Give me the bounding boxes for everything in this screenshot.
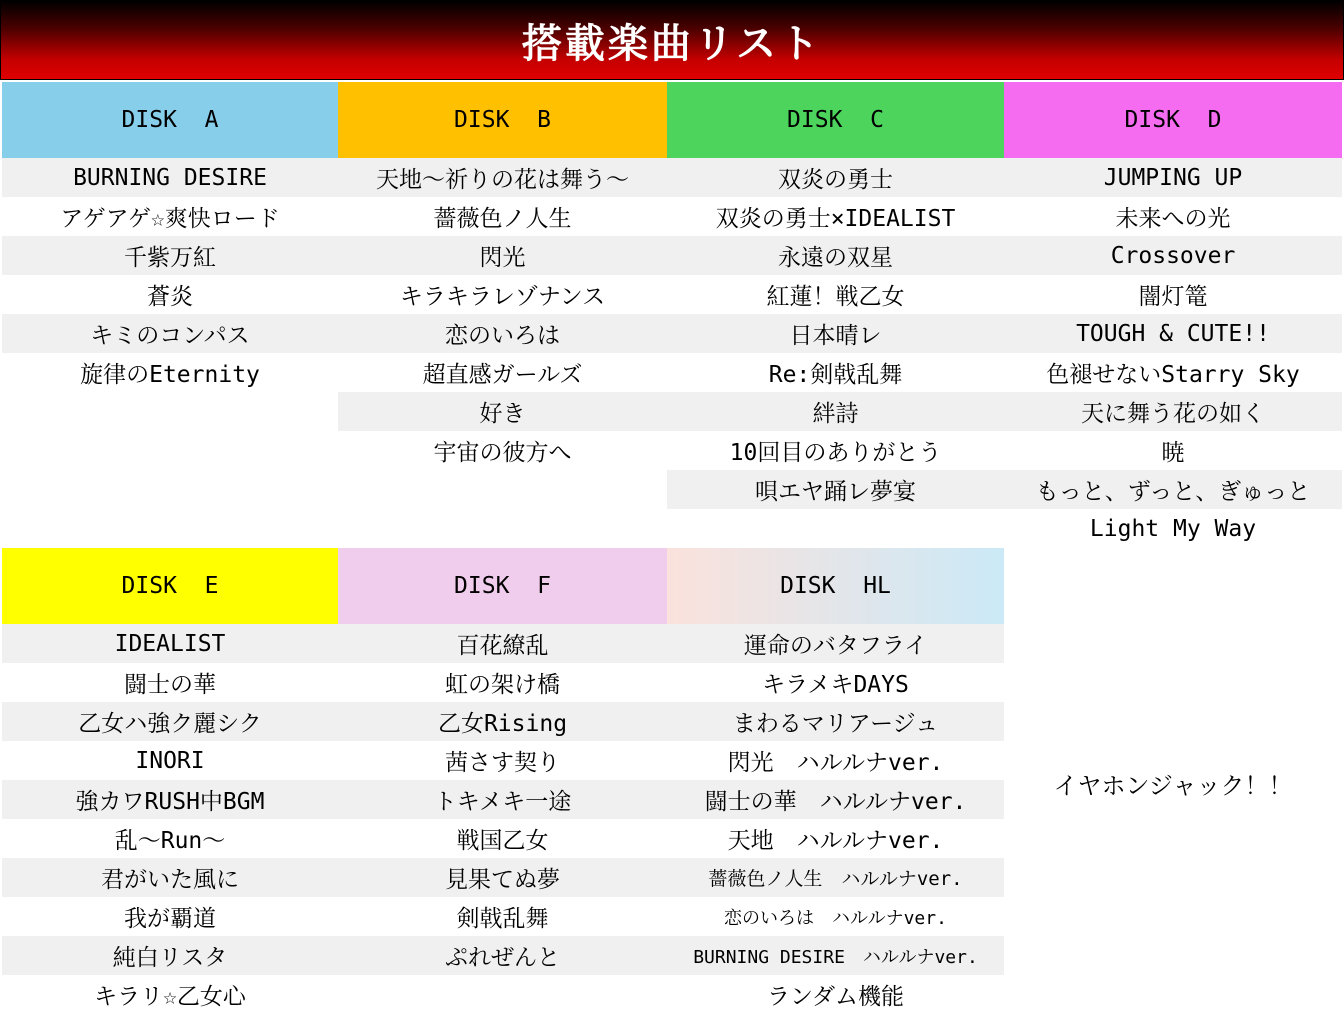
- song-row: アゲアゲ☆爽快ロード: [2, 197, 338, 236]
- song-row: 日本晴レ: [667, 314, 1004, 353]
- song-row: まわるマリアージュ: [667, 702, 1004, 741]
- disk-hl-header: DISK HL: [667, 548, 1004, 624]
- song-row: 永遠の双星: [667, 236, 1004, 275]
- song-row: 闘士の華 ハルルナver.: [667, 780, 1004, 819]
- song-row: キラリ☆乙女心: [2, 975, 338, 1014]
- song-row: Crossover: [1004, 236, 1342, 275]
- song-row: IDEALIST: [2, 624, 338, 663]
- song-row: 10回目のありがとう: [667, 431, 1004, 470]
- song-row: INORI: [2, 741, 338, 780]
- song-row: ランダム機能: [667, 975, 1004, 1014]
- song-row: 薔薇色ノ人生 ハルルナver.: [667, 858, 1004, 897]
- song-row: 超直感ガールズ: [338, 353, 667, 392]
- song-row: BURNING DESIRE ハルルナver.: [667, 936, 1004, 975]
- disk-d-column: [1004, 82, 1342, 548]
- disk-a-header: DISK A: [2, 82, 338, 158]
- song-row: ぷれぜんと: [338, 936, 667, 975]
- song-row: 運命のバタフライ: [667, 624, 1004, 663]
- song-row: 宇宙の彼方へ: [338, 431, 667, 470]
- disk-f-header: DISK F: [338, 548, 667, 624]
- disk-hl-column: [667, 548, 1004, 1014]
- song-row: 我が覇道: [2, 897, 338, 936]
- disk-e-header: DISK E: [2, 548, 338, 624]
- song-row: 旋律のEternity: [2, 353, 338, 392]
- song-row: 暁: [1004, 431, 1342, 470]
- song-row: 未来への光: [1004, 197, 1342, 236]
- disk-b-column: [338, 82, 667, 470]
- song-row: キミのコンパス: [2, 314, 338, 353]
- disk-c-column: [667, 82, 1004, 509]
- disk-f-column: [338, 548, 667, 975]
- song-row: 千紫万紅: [2, 236, 338, 275]
- disk-e-column: [2, 548, 338, 1014]
- disk-a-column: [2, 82, 338, 392]
- song-row: 乙女Rising: [338, 702, 667, 741]
- song-row: 乙女ハ強ク麗シク: [2, 702, 338, 741]
- song-row: 恋のいろは: [338, 314, 667, 353]
- song-row: 虹の架け橋: [338, 663, 667, 702]
- song-row: 乱～Run～: [2, 819, 338, 858]
- song-row: キラキラレゾナンス: [338, 275, 667, 314]
- song-row: 恋のいろは ハルルナver.: [667, 897, 1004, 936]
- song-row: 茜さす契り: [338, 741, 667, 780]
- song-row: 君がいた風に: [2, 858, 338, 897]
- song-row: 剣戟乱舞: [338, 897, 667, 936]
- song-row: 薔薇色ノ人生: [338, 197, 667, 236]
- earphone-jack-note: イヤホンジャック！！: [1053, 771, 1293, 800]
- disk-d-header: DISK D: [1004, 82, 1342, 158]
- song-row: 閃光: [338, 236, 667, 275]
- song-row: 絆詩: [667, 392, 1004, 431]
- song-row: 唄エヤ踊レ夢宴: [667, 470, 1004, 509]
- song-row: 双炎の勇士×IDEALIST: [667, 197, 1004, 236]
- song-row: 戦国乙女: [338, 819, 667, 858]
- song-row: 色褪せないStarry Sky: [1004, 353, 1342, 392]
- title-bar: [0, 0, 1344, 80]
- song-row: 蒼炎: [2, 275, 338, 314]
- page-title: 搭載楽曲リスト: [521, 20, 823, 67]
- song-row: もっと、ずっと、ぎゅっと: [1004, 470, 1342, 509]
- song-row: 紅蓮！戦乙女: [667, 275, 1004, 314]
- song-row: TOUGH & CUTE!!: [1004, 314, 1342, 353]
- song-row: Light My Way: [1004, 509, 1342, 548]
- song-row: Re:剣戟乱舞: [667, 353, 1004, 392]
- song-row: キラメキDAYS: [667, 663, 1004, 702]
- disk-b-header: DISK B: [338, 82, 667, 158]
- song-row: 闇灯篭: [1004, 275, 1342, 314]
- song-row: 双炎の勇士: [667, 158, 1004, 197]
- song-row: トキメキ一途: [338, 780, 667, 819]
- song-row: 天に舞う花の如く: [1004, 392, 1342, 431]
- song-row: 百花繚乱: [338, 624, 667, 663]
- song-row: 純白リスタ: [2, 936, 338, 975]
- song-row: 天地 ハルルナver.: [667, 819, 1004, 858]
- song-row: BURNING DESIRE: [2, 158, 338, 197]
- song-row: 見果てぬ夢: [338, 858, 667, 897]
- disk-c-header: DISK C: [667, 82, 1004, 158]
- song-row: 強カワRUSH中BGM: [2, 780, 338, 819]
- song-row: 闘士の華: [2, 663, 338, 702]
- song-row: 天地～祈りの花は舞う～: [338, 158, 667, 197]
- song-row: 好き: [338, 392, 667, 431]
- song-row: 閃光 ハルルナver.: [667, 741, 1004, 780]
- song-row: JUMPING UP: [1004, 158, 1342, 197]
